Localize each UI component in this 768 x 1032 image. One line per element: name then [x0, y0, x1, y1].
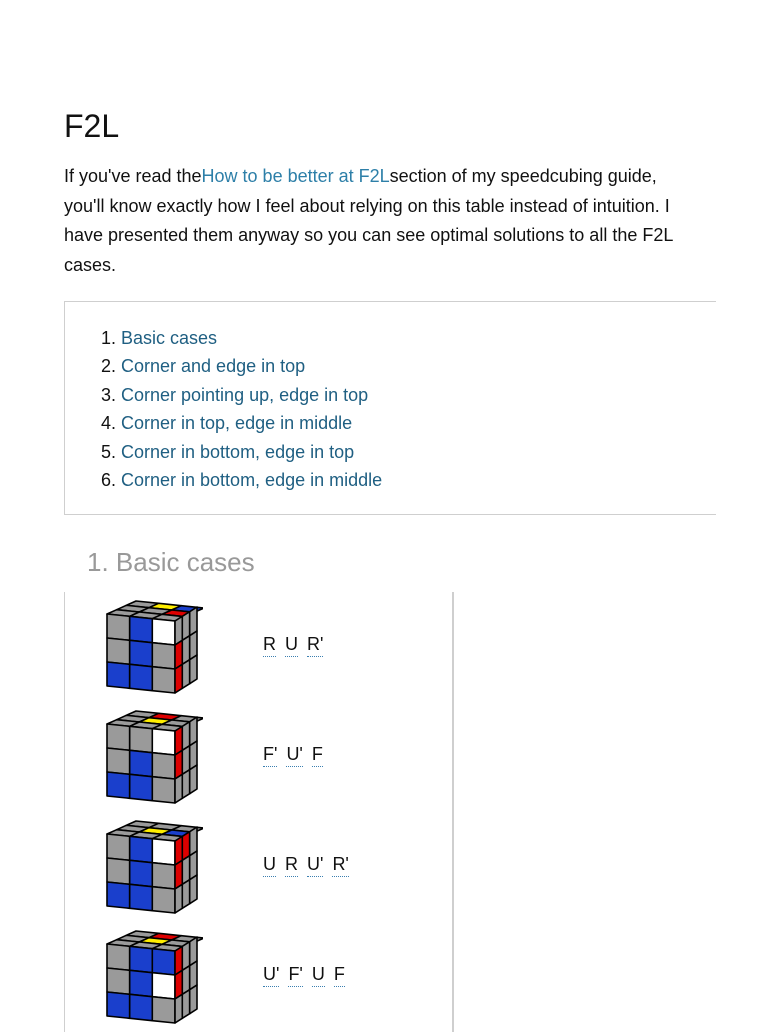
front-sticker	[130, 664, 153, 690]
intro-paragraph	[64, 162, 764, 280]
right-sticker	[182, 770, 189, 799]
front-sticker	[130, 774, 153, 800]
move-notation[interactable]: F'	[263, 744, 277, 767]
front-sticker	[130, 836, 153, 862]
front-sticker	[107, 944, 130, 970]
front-sticker	[107, 882, 130, 908]
move-notation[interactable]: U	[263, 854, 276, 877]
section-heading-basic-cases: 1. Basic cases	[87, 547, 255, 577]
cube-diagram-icon	[103, 709, 203, 805]
toc-link-basic-cases[interactable]: Basic cases	[121, 328, 218, 348]
move-notation[interactable]: U'	[307, 854, 323, 877]
cube-diagram-icon	[103, 819, 203, 915]
cube-diagram-icon	[103, 599, 203, 695]
case-row	[65, 702, 453, 812]
toc-link-corner-top-edge-middle[interactable]: Corner in top, edge in middle	[121, 413, 353, 434]
toc-link-corner-pointing-up[interactable]: Corner pointing up, edge in top	[121, 384, 369, 405]
move-notation[interactable]: F	[334, 964, 345, 987]
toc-list	[65, 302, 768, 494]
front-sticker	[130, 640, 153, 666]
intro-text: cases.	[64, 254, 117, 275]
front-sticker	[107, 772, 130, 798]
toc-link-corner-bottom-edge-top[interactable]: Corner in bottom, edge in top	[121, 441, 355, 462]
front-sticker	[152, 997, 175, 1023]
toc-item	[121, 381, 768, 409]
front-sticker	[152, 619, 175, 645]
intro-text: If you've read the	[64, 166, 202, 186]
viewport-edge	[716, 0, 768, 1024]
front-sticker	[107, 614, 130, 640]
right-sticker	[190, 655, 197, 684]
intro-text: section of my speedcubing guide,	[389, 166, 657, 186]
front-sticker	[152, 729, 175, 755]
front-sticker	[152, 863, 175, 889]
right-sticker	[190, 765, 197, 794]
right-sticker	[190, 985, 197, 1014]
front-sticker	[130, 726, 153, 752]
toc-item	[121, 409, 768, 437]
front-sticker	[107, 638, 130, 664]
front-sticker	[152, 777, 175, 803]
right-sticker	[175, 774, 182, 803]
f2l-guide-link[interactable]: How to be better at F2L	[201, 166, 390, 186]
toc-item	[121, 466, 768, 494]
table-of-contents	[64, 301, 768, 515]
right-sticker	[175, 884, 182, 913]
front-sticker	[107, 858, 130, 884]
algorithm	[263, 964, 354, 987]
front-sticker	[152, 667, 175, 693]
front-sticker	[107, 968, 130, 994]
move-notation[interactable]: R	[263, 634, 276, 657]
front-sticker	[152, 887, 175, 913]
basic-cases-table	[64, 592, 454, 1032]
toc-item	[121, 352, 768, 380]
algorithm	[263, 634, 332, 657]
algorithm	[263, 854, 358, 877]
front-sticker	[130, 860, 153, 886]
front-sticker	[130, 884, 153, 910]
case-row	[65, 812, 453, 922]
intro-text: have presented them anyway so you can see optimal solutions to all the F2L	[64, 225, 674, 245]
move-notation[interactable]: U'	[286, 744, 302, 767]
front-sticker	[152, 973, 175, 999]
page-title: F2L	[64, 108, 120, 144]
case-row	[65, 922, 453, 1032]
front-sticker	[130, 970, 153, 996]
toc-item	[121, 324, 768, 352]
front-sticker	[152, 949, 175, 975]
front-sticker	[152, 643, 175, 669]
move-notation[interactable]: R	[285, 854, 298, 877]
move-notation[interactable]: F'	[288, 964, 302, 987]
front-sticker	[130, 946, 153, 972]
toc-link-corner-bottom-edge-middle[interactable]: Corner in bottom, edge in middle	[121, 470, 383, 491]
front-sticker	[107, 992, 130, 1018]
front-sticker	[152, 753, 175, 779]
toc-link-corner-and-edge-in-top[interactable]: Corner and edge in top	[121, 356, 306, 377]
front-sticker	[152, 839, 175, 865]
cube-diagram-icon	[103, 929, 203, 1025]
toc-item	[121, 438, 768, 466]
front-sticker	[107, 662, 130, 688]
front-sticker	[130, 616, 153, 642]
front-sticker	[107, 748, 130, 774]
front-sticker	[107, 724, 130, 750]
front-sticker	[130, 750, 153, 776]
move-notation[interactable]: U	[285, 634, 298, 657]
right-sticker	[182, 990, 189, 1019]
move-notation[interactable]: U'	[263, 964, 279, 987]
case-row	[65, 592, 453, 702]
front-sticker	[107, 834, 130, 860]
right-sticker	[175, 994, 182, 1023]
move-notation[interactable]: R'	[332, 854, 348, 877]
front-sticker	[130, 994, 153, 1020]
move-notation[interactable]: R'	[307, 634, 323, 657]
right-sticker	[175, 664, 182, 693]
right-sticker	[182, 660, 189, 689]
move-notation[interactable]: U	[312, 964, 325, 987]
right-sticker	[190, 875, 197, 904]
right-sticker	[182, 880, 189, 909]
intro-text: you'll know exactly how I feel about relying on this table instead of intuition. I	[64, 195, 670, 216]
move-notation[interactable]: F	[312, 744, 323, 767]
algorithm	[263, 744, 332, 767]
